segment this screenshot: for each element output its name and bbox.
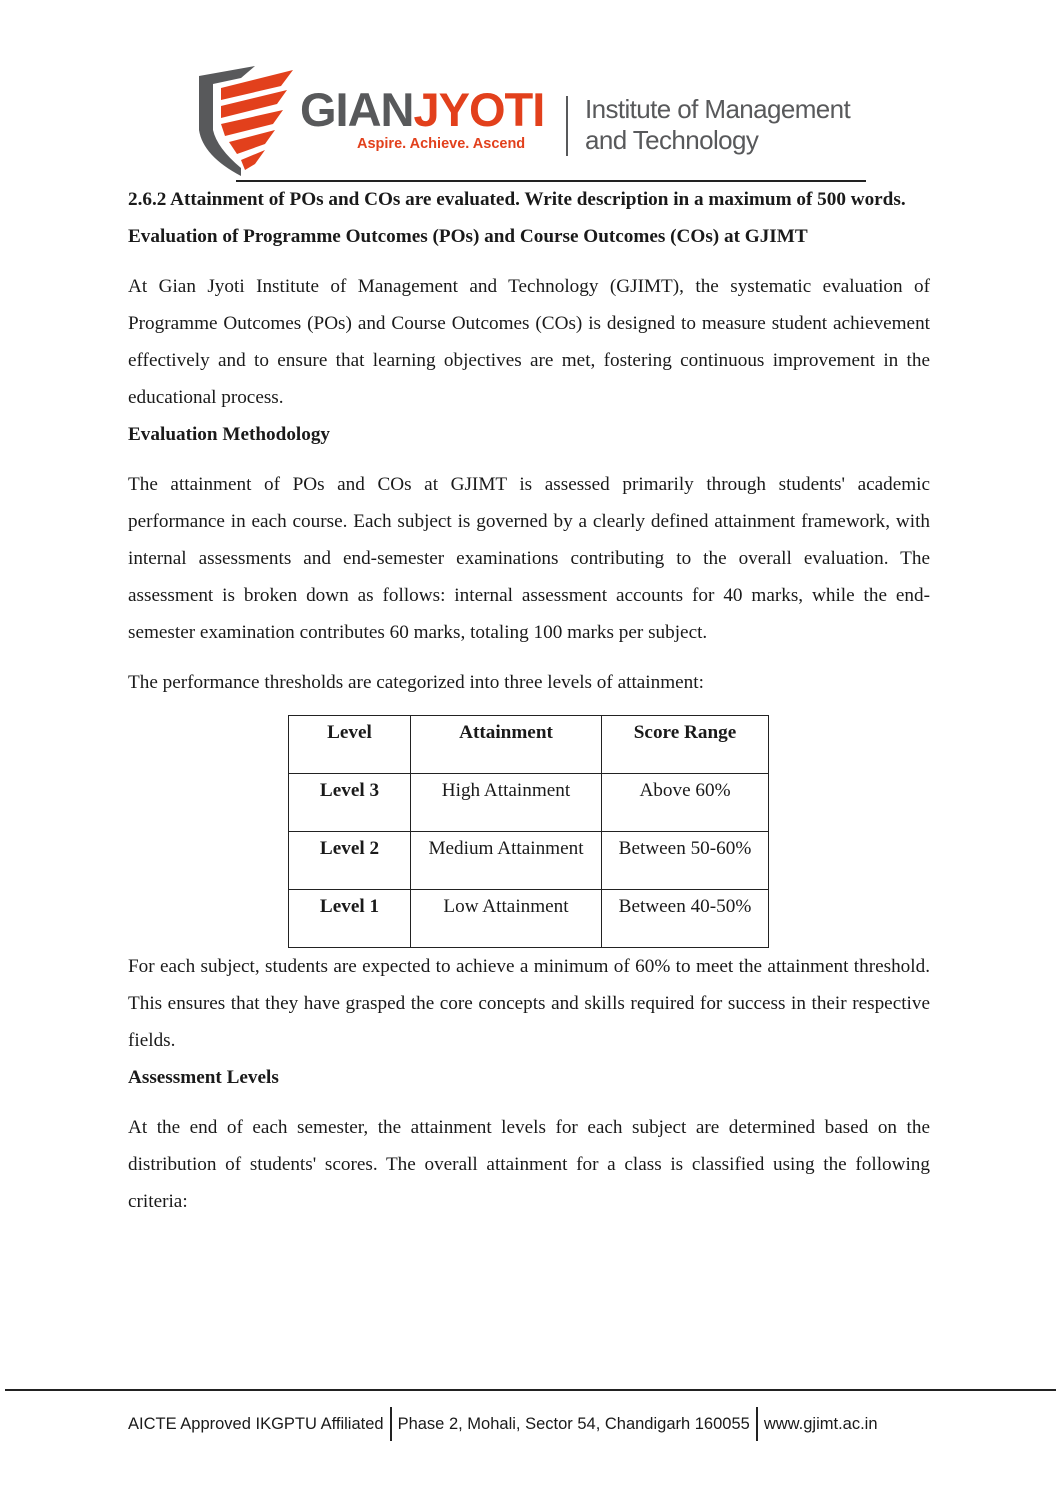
paragraph-thresholds: The performance thresholds are categorized into three levels of attainment: [128, 672, 704, 693]
institute-name-line1: Institute of Management [585, 94, 851, 124]
brand-tagline: Aspire. Achieve. Ascend [357, 136, 526, 152]
paragraph-assessment: At the end of each semester, the attainment levels for each subject are determined based on the distribution of students' scores. The overall attainment for a class is classified using the following criteria: [128, 1117, 930, 1212]
brand-name [300, 83, 545, 136]
table-row [289, 774, 769, 832]
institute-name [585, 94, 850, 156]
section-heading-assessment: Assessment Levels [128, 1067, 279, 1088]
footer-website-link[interactable]: www.gjimt.ac.in [763, 1414, 878, 1433]
attainment-levels-table [288, 715, 769, 948]
paragraph-intro: At Gian Jyoti Institute of Management and Technology (GJIMT), the systematic evaluation of Programme Outcomes (POs) and Course Outcomes (COs) is designed to measure student achievement effectively and to ensure that learning objectives are met, fostering continuous improvement in the educational process. [128, 276, 930, 408]
question-heading: 2.6.2 Attainment of POs and COs are evaluated. Write description in a maximum of 500 words. [128, 189, 906, 210]
table-cell-attainment: Medium Attainment [411, 832, 602, 890]
table-header-cell: Level [289, 716, 411, 774]
brand-name-jyoti: JYOTI [413, 83, 545, 136]
table-header-cell: Score Range [602, 716, 769, 774]
footer-divider [5, 1389, 1056, 1391]
table-cell-level: Level 3 [289, 774, 411, 832]
logo-divider [566, 96, 568, 156]
table-header-cell: Attainment [411, 716, 602, 774]
table-cell-attainment: High Attainment [411, 774, 602, 832]
institute-logo [195, 64, 875, 176]
shield-icon [195, 64, 295, 176]
paragraph-methodology: The attainment of POs and COs at GJIMT is assessed primarily through students' academic performance in each course. Each subject is governed by a clearly defined attainment framework, with internal assessments and end-semester examinations contributing to the overall evaluation. The assessment is broken down as follows: internal assessment accounts for 40 marks, while the end-semester examination contributes 60 marks, totaling 100 marks per subject. [128, 474, 930, 643]
section-heading-methodology: Evaluation Methodology [128, 424, 331, 445]
footer-address: Phase 2, Mohali, Sector 54, Chandigarh 160055 [397, 1414, 750, 1433]
footer-approval: AICTE Approved IKGPTU Affiliated [128, 1414, 384, 1433]
table-cell-attainment: Low Attainment [411, 890, 602, 948]
table-cell-level: Level 1 [289, 890, 411, 948]
table-cell-score-range: Between 50-60% [602, 832, 769, 890]
table-row [289, 890, 769, 948]
page-footer [128, 1407, 878, 1441]
footer-separator [756, 1407, 758, 1441]
table-cell-level: Level 2 [289, 832, 411, 890]
brand-block [300, 83, 545, 152]
table-header-row [289, 716, 769, 774]
section-heading-evaluation: Evaluation of Programme Outcomes (POs) and Course Outcomes (COs) at GJIMT [128, 226, 808, 247]
brand-name-gian: GIAN [300, 83, 414, 136]
footer-separator [390, 1407, 392, 1441]
table-row [289, 832, 769, 890]
document-body [128, 181, 930, 1220]
table-cell-score-range: Above 60% [602, 774, 769, 832]
paragraph-minimum: For each subject, students are expected to achieve a minimum of 60% to meet the attainment threshold. This ensures that they have grasped the core concepts and skills required for success in their respective fields. [128, 956, 930, 1051]
table-cell-score-range: Between 40-50% [602, 890, 769, 948]
institute-name-line2: and Technology [585, 125, 759, 155]
